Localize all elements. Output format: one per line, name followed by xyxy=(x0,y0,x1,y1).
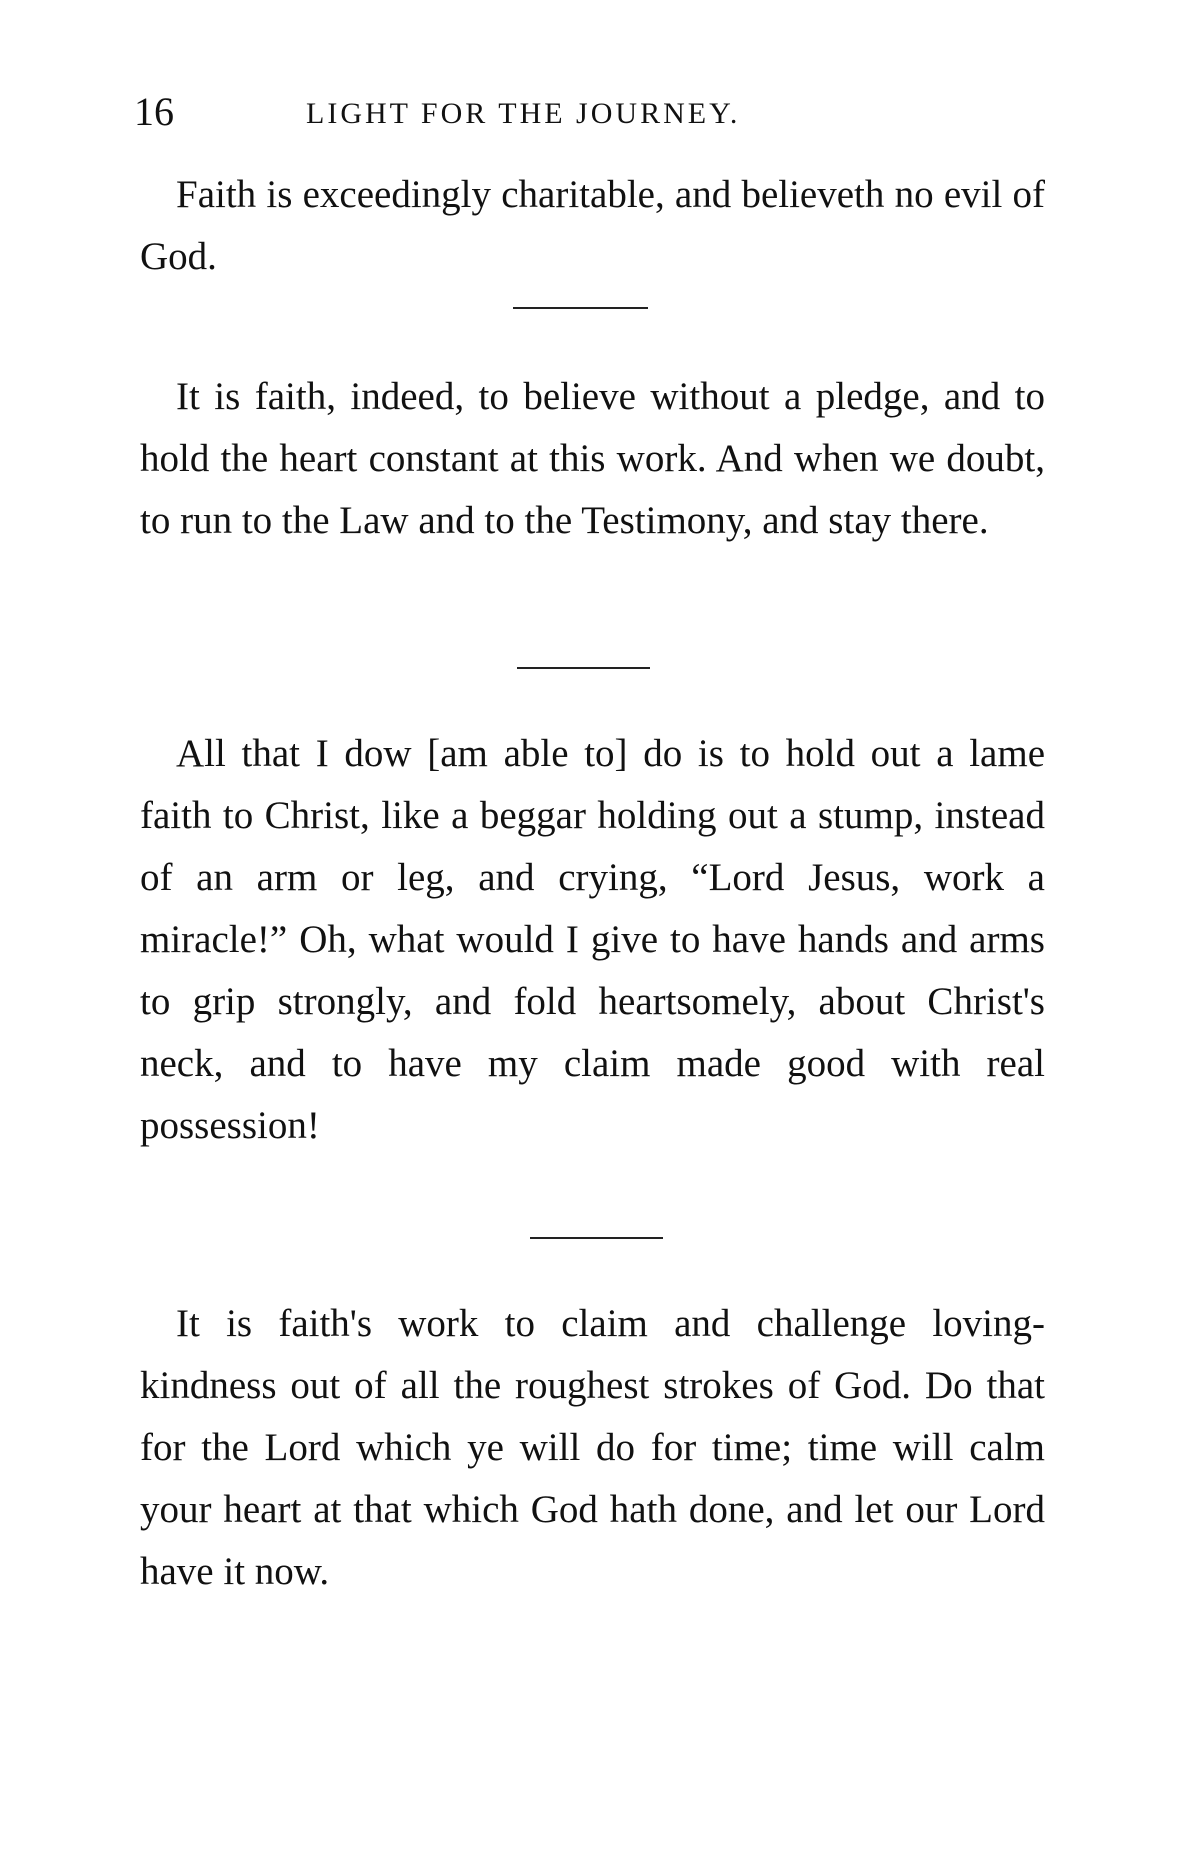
section-divider-3 xyxy=(530,1237,663,1239)
section-divider-1 xyxy=(513,307,648,309)
running-head xyxy=(134,82,1034,142)
paragraph-2-text: It is faith, indeed, to believe without a pledge, and to hold the heart constant at this work. And when we doubt, to run to the Law and to the Testimony, and stay there. xyxy=(140,375,1045,542)
section-divider-2 xyxy=(517,667,650,669)
page-number: 16 xyxy=(134,89,174,134)
running-title: LIGHT FOR THE JOURNEY. xyxy=(306,97,741,130)
paragraph-1 xyxy=(140,164,1045,288)
paragraph-2 xyxy=(140,366,1045,552)
paragraph-3-text: All that I dow [am able to] do is to hold out a lame faith to Christ, like a beggar holding out a stump, instead of an arm or leg, and crying, “Lord Jesus, work a miracle!” Oh, what would I give to have hands and arms to grip strongly, and fold heartsomely, about Christ's neck, and to have my claim made good with real possession! xyxy=(140,732,1045,1147)
paragraph-3 xyxy=(140,723,1045,1157)
paragraph-4 xyxy=(140,1293,1045,1603)
paragraph-4-text: It is faith's work to claim and challenge loving-kindness out of all the roughest strokes of God. Do that for the Lord which ye will do for time; time will calm your heart at that which God hath done, and let our Lord have it now. xyxy=(140,1302,1045,1593)
paragraph-1-text: Faith is exceedingly charitable, and believeth no evil of God. xyxy=(140,173,1045,278)
